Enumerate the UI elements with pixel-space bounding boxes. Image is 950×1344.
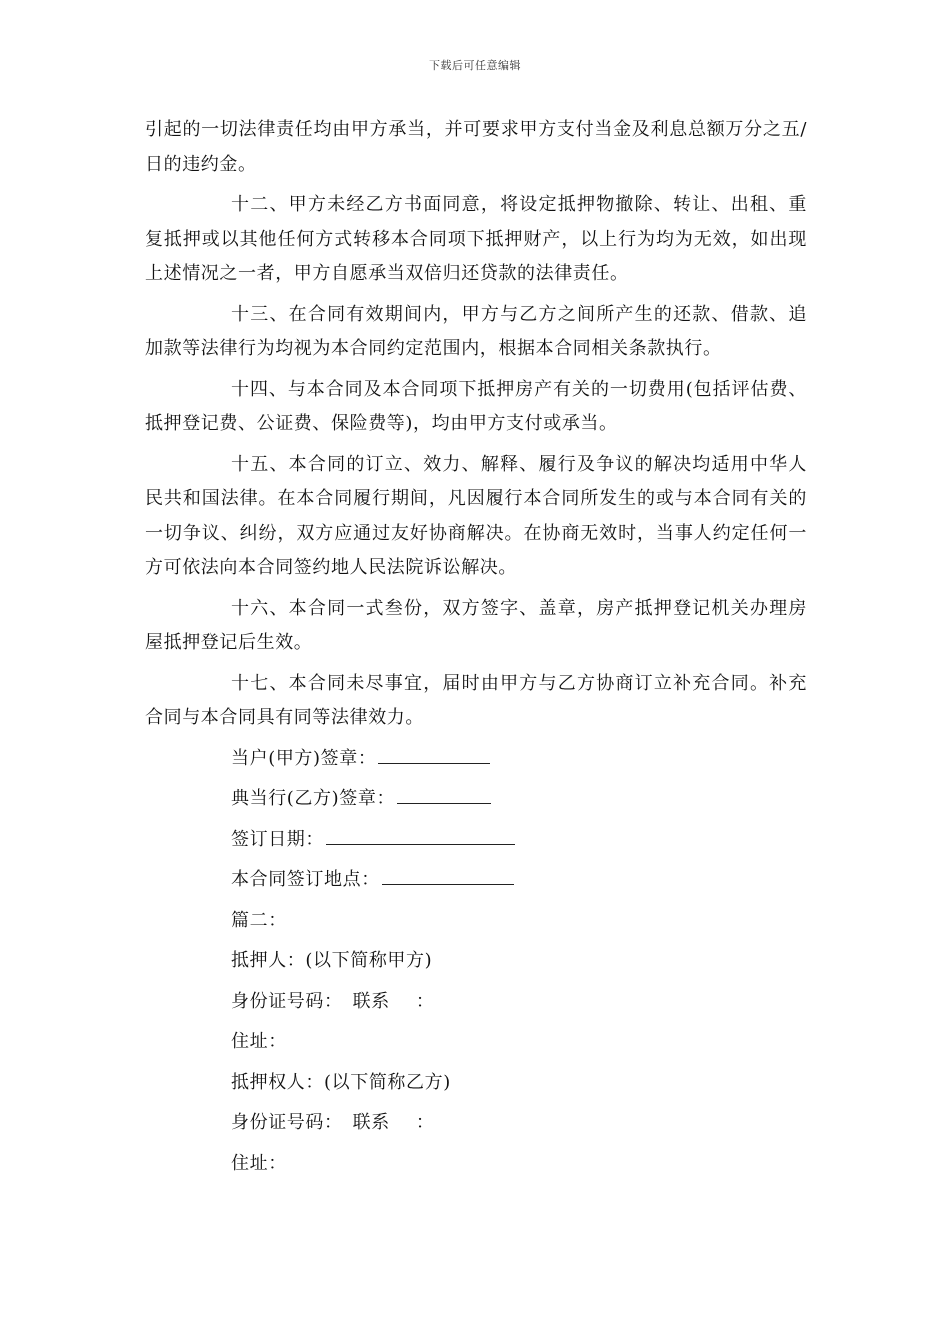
- mortgagor-id-label: 身份证号码：: [231, 990, 343, 1012]
- mortgagee-id-label: 身份证号码：: [231, 1112, 343, 1133]
- document-body: [145, 113, 807, 1187]
- mortgagee-address-label: 住址：: [231, 1152, 287, 1174]
- clause-15: 十五、本合同的订立、效力、解释、履行及争议的解决均适用中华人民共和国法律。在本合同履行期间，凡因履行本合同所发生的或与本合同有关的一切争议、纠纷，双方应通过友好协商解决。在协商无效时，当事人约定任何一方可依法向本合同签约地人民法院诉讼解决。: [145, 453, 807, 578]
- section-2-title: 篇二：: [231, 909, 287, 931]
- sign-date-blank[interactable]: [326, 830, 515, 845]
- party-b-signature-blank[interactable]: [397, 789, 491, 804]
- clause-12: 十二、甲方未经乙方书面同意，将设定抵押物撤除、转让、出租、重复抵押或以其他任何方式转移本合同项下抵押财产，以上行为均为无效，如出现上述情况之一者，甲方自愿承当双倍归还贷款的法律责任。: [145, 194, 807, 284]
- party-b-signature-line: [145, 782, 807, 817]
- clause-17: 十七、本合同未尽事宜，届时由甲方与乙方协商订立补充合同。补充合同与本合同具有同等法律效力。: [145, 672, 807, 728]
- sign-place-line: [145, 863, 807, 898]
- page-header: 下载后可任意编辑: [429, 59, 521, 72]
- clause-13: 十三、在合同有效期间内，甲方与乙方之间所产生的还款、借款、追加款等法律行为均视为本合同约定范围内，根据本合同相关条款执行。: [145, 303, 807, 359]
- mortgagor-address-label: 住址：: [231, 1031, 287, 1052]
- mortgagor-contact-colon: ：: [415, 990, 435, 1012]
- party-a-signature-line: [145, 742, 807, 777]
- mortgagee-contact-label: 联系: [352, 1112, 390, 1133]
- clause-14: 十四、与本合同及本合同项下抵押房产有关的一切费用(包括评估费、抵押登记费、公证费、保险费等)，均由甲方支付或承当。: [145, 378, 807, 434]
- sign-place-label: 本合同签订地点：: [231, 869, 380, 890]
- party-b-signature-label: 典当行(乙方)签章：: [231, 788, 396, 809]
- mortgagor-contact-label: 联系: [352, 990, 390, 1012]
- mortgagee-id-line: [145, 1106, 807, 1141]
- sign-place-blank[interactable]: [382, 870, 514, 885]
- party-a-signature-blank[interactable]: [378, 749, 490, 764]
- sign-date-label: 签订日期：: [231, 828, 324, 850]
- party-a-signature-label: 当户(甲方)签章：: [231, 747, 377, 769]
- clause-16: 十六、本合同一式叁份，双方签字、盖章，房产抵押登记机关办理房屋抵押登记后生效。: [145, 597, 807, 653]
- sign-date-line: [145, 823, 807, 858]
- mortgagee-contact-colon: ：: [415, 1112, 435, 1133]
- mortgagor-label: 抵押人：(以下简称甲方): [231, 950, 433, 971]
- clause-continuation: 引起的一切法律责任均由甲方承当，并可要求甲方支付当金及利息总额万分之五/日的违约金。: [145, 119, 807, 175]
- mortgagee-label: 抵押权人：(以下简称乙方): [231, 1071, 451, 1093]
- mortgagor-id-line: [145, 985, 807, 1020]
